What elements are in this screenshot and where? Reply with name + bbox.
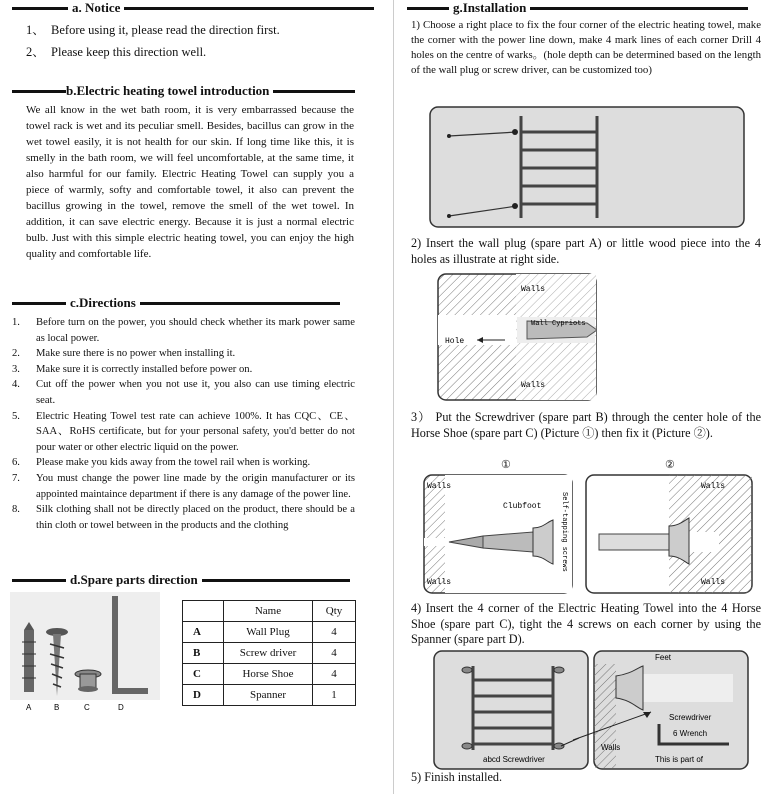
direction-item (12, 455, 355, 471)
direction-number: 6. (12, 457, 20, 469)
direction-number: 5. (12, 410, 20, 422)
feet-label: Feet (655, 653, 672, 662)
direction-number: 4. (12, 379, 20, 391)
direction-text: Before turn on the power, you should check whether its mark power same as local power. (36, 317, 355, 344)
direction-item (12, 362, 355, 378)
abcd-screwdriver-label: abcd Screwdriver (483, 755, 545, 764)
spare-title: d.Spare parts direction (70, 572, 198, 587)
cell-name: Screw driver (224, 643, 313, 664)
direction-number: 1. (12, 317, 20, 328)
notice-header (12, 0, 374, 16)
direction-item (12, 377, 355, 408)
part-of-label: This is part of (655, 755, 704, 764)
direction-item (12, 315, 355, 346)
direction-number: 8. (12, 504, 20, 516)
step-1: 1) Choose a right place to fix the four corner of the electric heating towel, make the corner with the power line down, make 4 mark lines of each corner Drill 4 holes on the centre of warks。(hole depth can be determined based on the length of the wall plug or screw driver, can be customized too) (411, 19, 761, 76)
direction-item (12, 502, 355, 533)
direction-text: Make sure there is no power when installing it. (36, 348, 236, 360)
figure-3-picture-1 (423, 474, 573, 594)
wall-plug-icon (22, 622, 36, 692)
figure-1-marking (429, 106, 745, 228)
direction-text: Make sure it is correctly installed before power on. (36, 363, 253, 375)
cell-name: Wall Plug (224, 622, 313, 643)
intro-title: b.Electric heating towel introduction (66, 83, 270, 98)
picture-2-label: ② (665, 459, 675, 471)
wrench-label: 6 Wrench (673, 729, 708, 738)
install-header (407, 0, 748, 16)
clubfoot-label: Clubfoot (503, 502, 542, 511)
cell-qty: 4 (313, 664, 356, 685)
fig-labels (26, 703, 124, 712)
cell-name: Horse Shoe (224, 664, 313, 685)
fig-label-c: C (84, 703, 90, 712)
directions-header (12, 295, 340, 311)
notice-item-2: 2、 Please keep this direction well. (26, 45, 207, 59)
cell-qty: 1 (313, 685, 356, 706)
hole-label: Hole (445, 337, 465, 346)
table-row (183, 622, 356, 643)
self-tapping-label: Self-tapping screws (560, 492, 568, 572)
direction-text: Cut off the power when you not use it, you also can use timing electric seat. (36, 379, 355, 406)
step-2: 2) Insert the wall plug (spare part A) or little wood piece into the 4 holes as illustrate at right side. (411, 236, 761, 266)
picture-1-label: ① (501, 459, 511, 471)
fig-label-a: A (26, 703, 32, 712)
spare-header (12, 572, 350, 588)
walls-top-label: Walls (521, 285, 546, 294)
figure-2-wall-plug (437, 273, 597, 401)
walls-label-2: Walls (427, 578, 452, 587)
table-row (183, 664, 356, 685)
figure-4-finish (433, 650, 749, 770)
cell-code: D (183, 685, 224, 706)
cell-code: C (183, 664, 224, 685)
column-divider (393, 0, 394, 794)
install-title: g.Installation (453, 0, 527, 15)
direction-text: Please make you kids away from the towel rail when is working. (36, 457, 311, 469)
cell-code: A (183, 622, 224, 643)
walls-label-3: Walls (701, 482, 726, 491)
table-row (183, 643, 356, 664)
notice-item-1: 1、 Before using it, please read the direction first. (26, 23, 280, 37)
table-row (183, 685, 356, 706)
table-header-row: Name Qty (183, 601, 356, 622)
walls-bottom-label: Walls (521, 381, 546, 390)
spare-parts-table (182, 600, 356, 706)
cell-qty: 4 (313, 622, 356, 643)
intro-header (12, 83, 355, 99)
figure-3-picture-2 (585, 474, 753, 594)
direction-text: You must change the power line made by the origin manufacturer or its appointed maintaince department if there is any damage of the power line. (36, 472, 355, 500)
direction-number: 2. (12, 348, 20, 360)
cell-code: B (183, 643, 224, 664)
walls-label-5: Walls (601, 743, 621, 752)
walls-label-1: Walls (427, 482, 452, 491)
spare-parts-illustration (10, 592, 160, 717)
direction-item (12, 471, 355, 502)
direction-item (12, 346, 355, 362)
notice-title: a. Notice (72, 0, 121, 15)
step-3: 3） Put the Screwdriver (spare part B) through the center hole of the Horse Shoe (spare part C) (Picture ①) then fix it (Picture ②). (411, 410, 762, 440)
directions-list (12, 315, 355, 533)
screwdriver-label: Screwdriver (669, 713, 712, 722)
direction-number: 7. (12, 472, 20, 484)
direction-text: Electric Heating Towel test rate can achieve 100%. It has CQC、CE、SAA、RoHS certificate, but for your personal safety, you'd better do not pour water or other electric liquid on the power. (36, 410, 355, 453)
fig-label-d: D (118, 703, 124, 712)
cell-qty: 4 (313, 643, 356, 664)
walls-label-4: Walls (701, 578, 726, 587)
directions-title: c.Directions (70, 295, 136, 310)
cell-name: Spanner (224, 685, 313, 706)
step-4: 4) Insert the 4 corner of the Electric Heating Towel into the 4 Horse Shoe (spare part C), tight the 4 screws on each corner by using the Spanner (spare part D). (411, 601, 761, 647)
wall-cypriots-label: Wall Cypriots (531, 320, 586, 328)
intro-body: We all know in the wet bath room, it is very embarrassed because the towel rack is wet and its peculiar smell. Besides, bacillus can grow in the wet towel easily, it is not health for our skin. If long time like this, it is smelly in the bath room, we will feel uncomfortable, at the same time, it also harmful for our family. Electric Heating Towel can supply you a piece of warmly, softy and comfortable towel, it also can prevent the bacillus growing in the towel, remove the smell of the wet towel. In addition, it can save electric energy. Because it is just a normal electric bulb. Just with this simple electric heating towel, you can enjoy the high quality and comfortable life. (26, 104, 354, 260)
direction-number: 3. (12, 363, 20, 375)
direction-item (12, 409, 355, 456)
direction-text: Silk clothing shall not be directly placed on the product, there should be a thin cloth or towel between in the products and the clothing (36, 504, 355, 531)
step-5: 5) Finish installed. (411, 770, 503, 784)
fig-label-b: B (54, 703, 60, 712)
